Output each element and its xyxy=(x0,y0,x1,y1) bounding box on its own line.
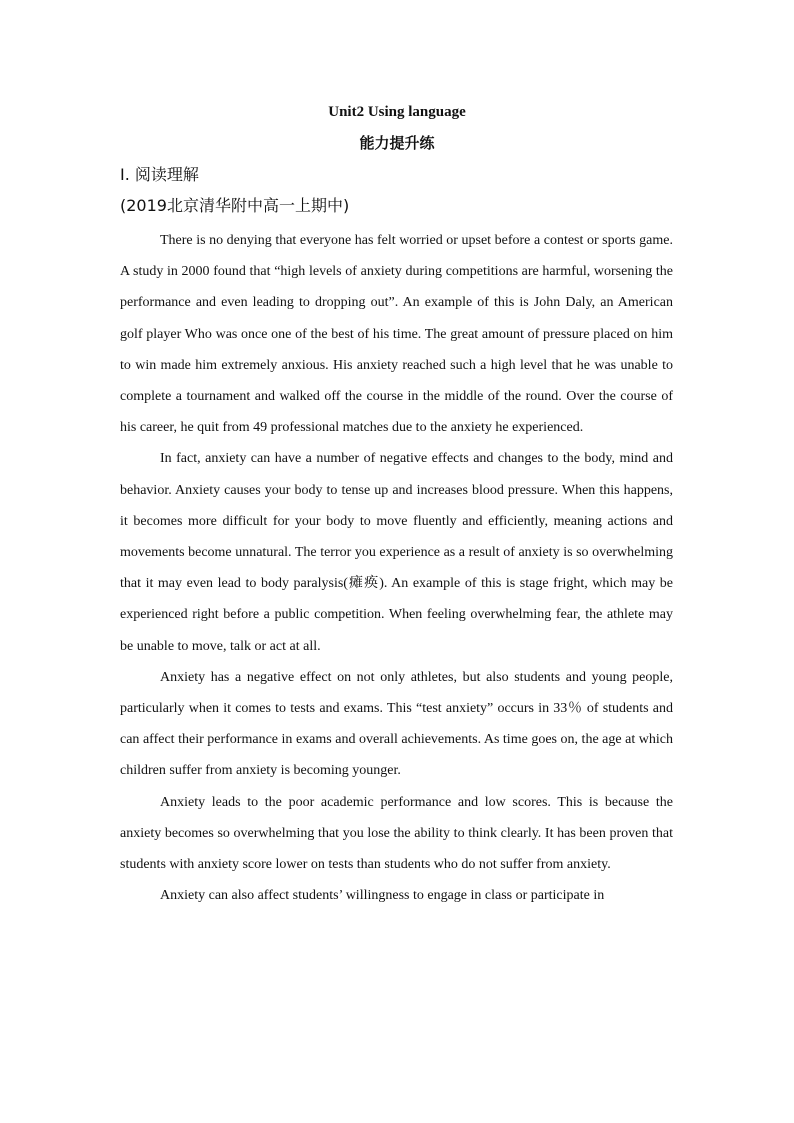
page-title: Unit2 Using language xyxy=(328,104,466,120)
paragraph: Anxiety can also affect students’ willingness to engage in class or participate in xyxy=(160,888,605,904)
paragraph: In fact, anxiety can have a number of negative effects and changes to the body, mind and behavior. Anxiety causes your body to tense up and increases blood pressure. When this happens, it becomes more difficult for your body to move fluently and efficiently, meaning actions and movements become unnatural. The terror you experience as a result of anxiety is so overwhelming that it may even lead to body paralysis(瘫痪). An example of this is stage fright, which may be experienced right before a public competition. When feeling overwhelming fear, the athlete may be unable to move, talk or act at all. xyxy=(120,451,673,654)
paragraph: Anxiety has a negative effect on not only athletes, but also students and young people, particularly when it comes to tests and exams. This “test anxiety” occurs in 33％ of students and can affect their performance in exams and overall achievements. As time goes on, the age at which children suffer from anxiety is becoming younger. xyxy=(120,669,673,779)
source-line: (2019北京清华附中高一上期中) xyxy=(120,196,350,215)
section-heading: I. 阅读理解 xyxy=(120,165,199,184)
reading-passage xyxy=(120,225,673,911)
page-subtitle: 能力提升练 xyxy=(359,134,435,152)
paragraph: There is no denying that everyone has felt worried or upset before a contest or sports game. A study in 2000 found that “high levels of anxiety during competitions are harmful, worsening the performance and even leading to dropping out”. An example of this is John Daly, an American golf player Who was once one of the best of his time. The great amount of pressure placed on him to win made him extremely anxious. His anxiety reached such a high level that he was unable to complete a tournament and walked off the course in the middle of the round. Over the course of his career, he quit from 49 professional matches due to the anxiety he experienced. xyxy=(120,233,673,436)
paragraph: Anxiety leads to the poor academic performance and low scores. This is because the anxiety becomes so overwhelming that you lose the ability to think clearly. It has been proven that students with anxiety score lower on tests than students who do not suffer from anxiety. xyxy=(120,794,673,873)
